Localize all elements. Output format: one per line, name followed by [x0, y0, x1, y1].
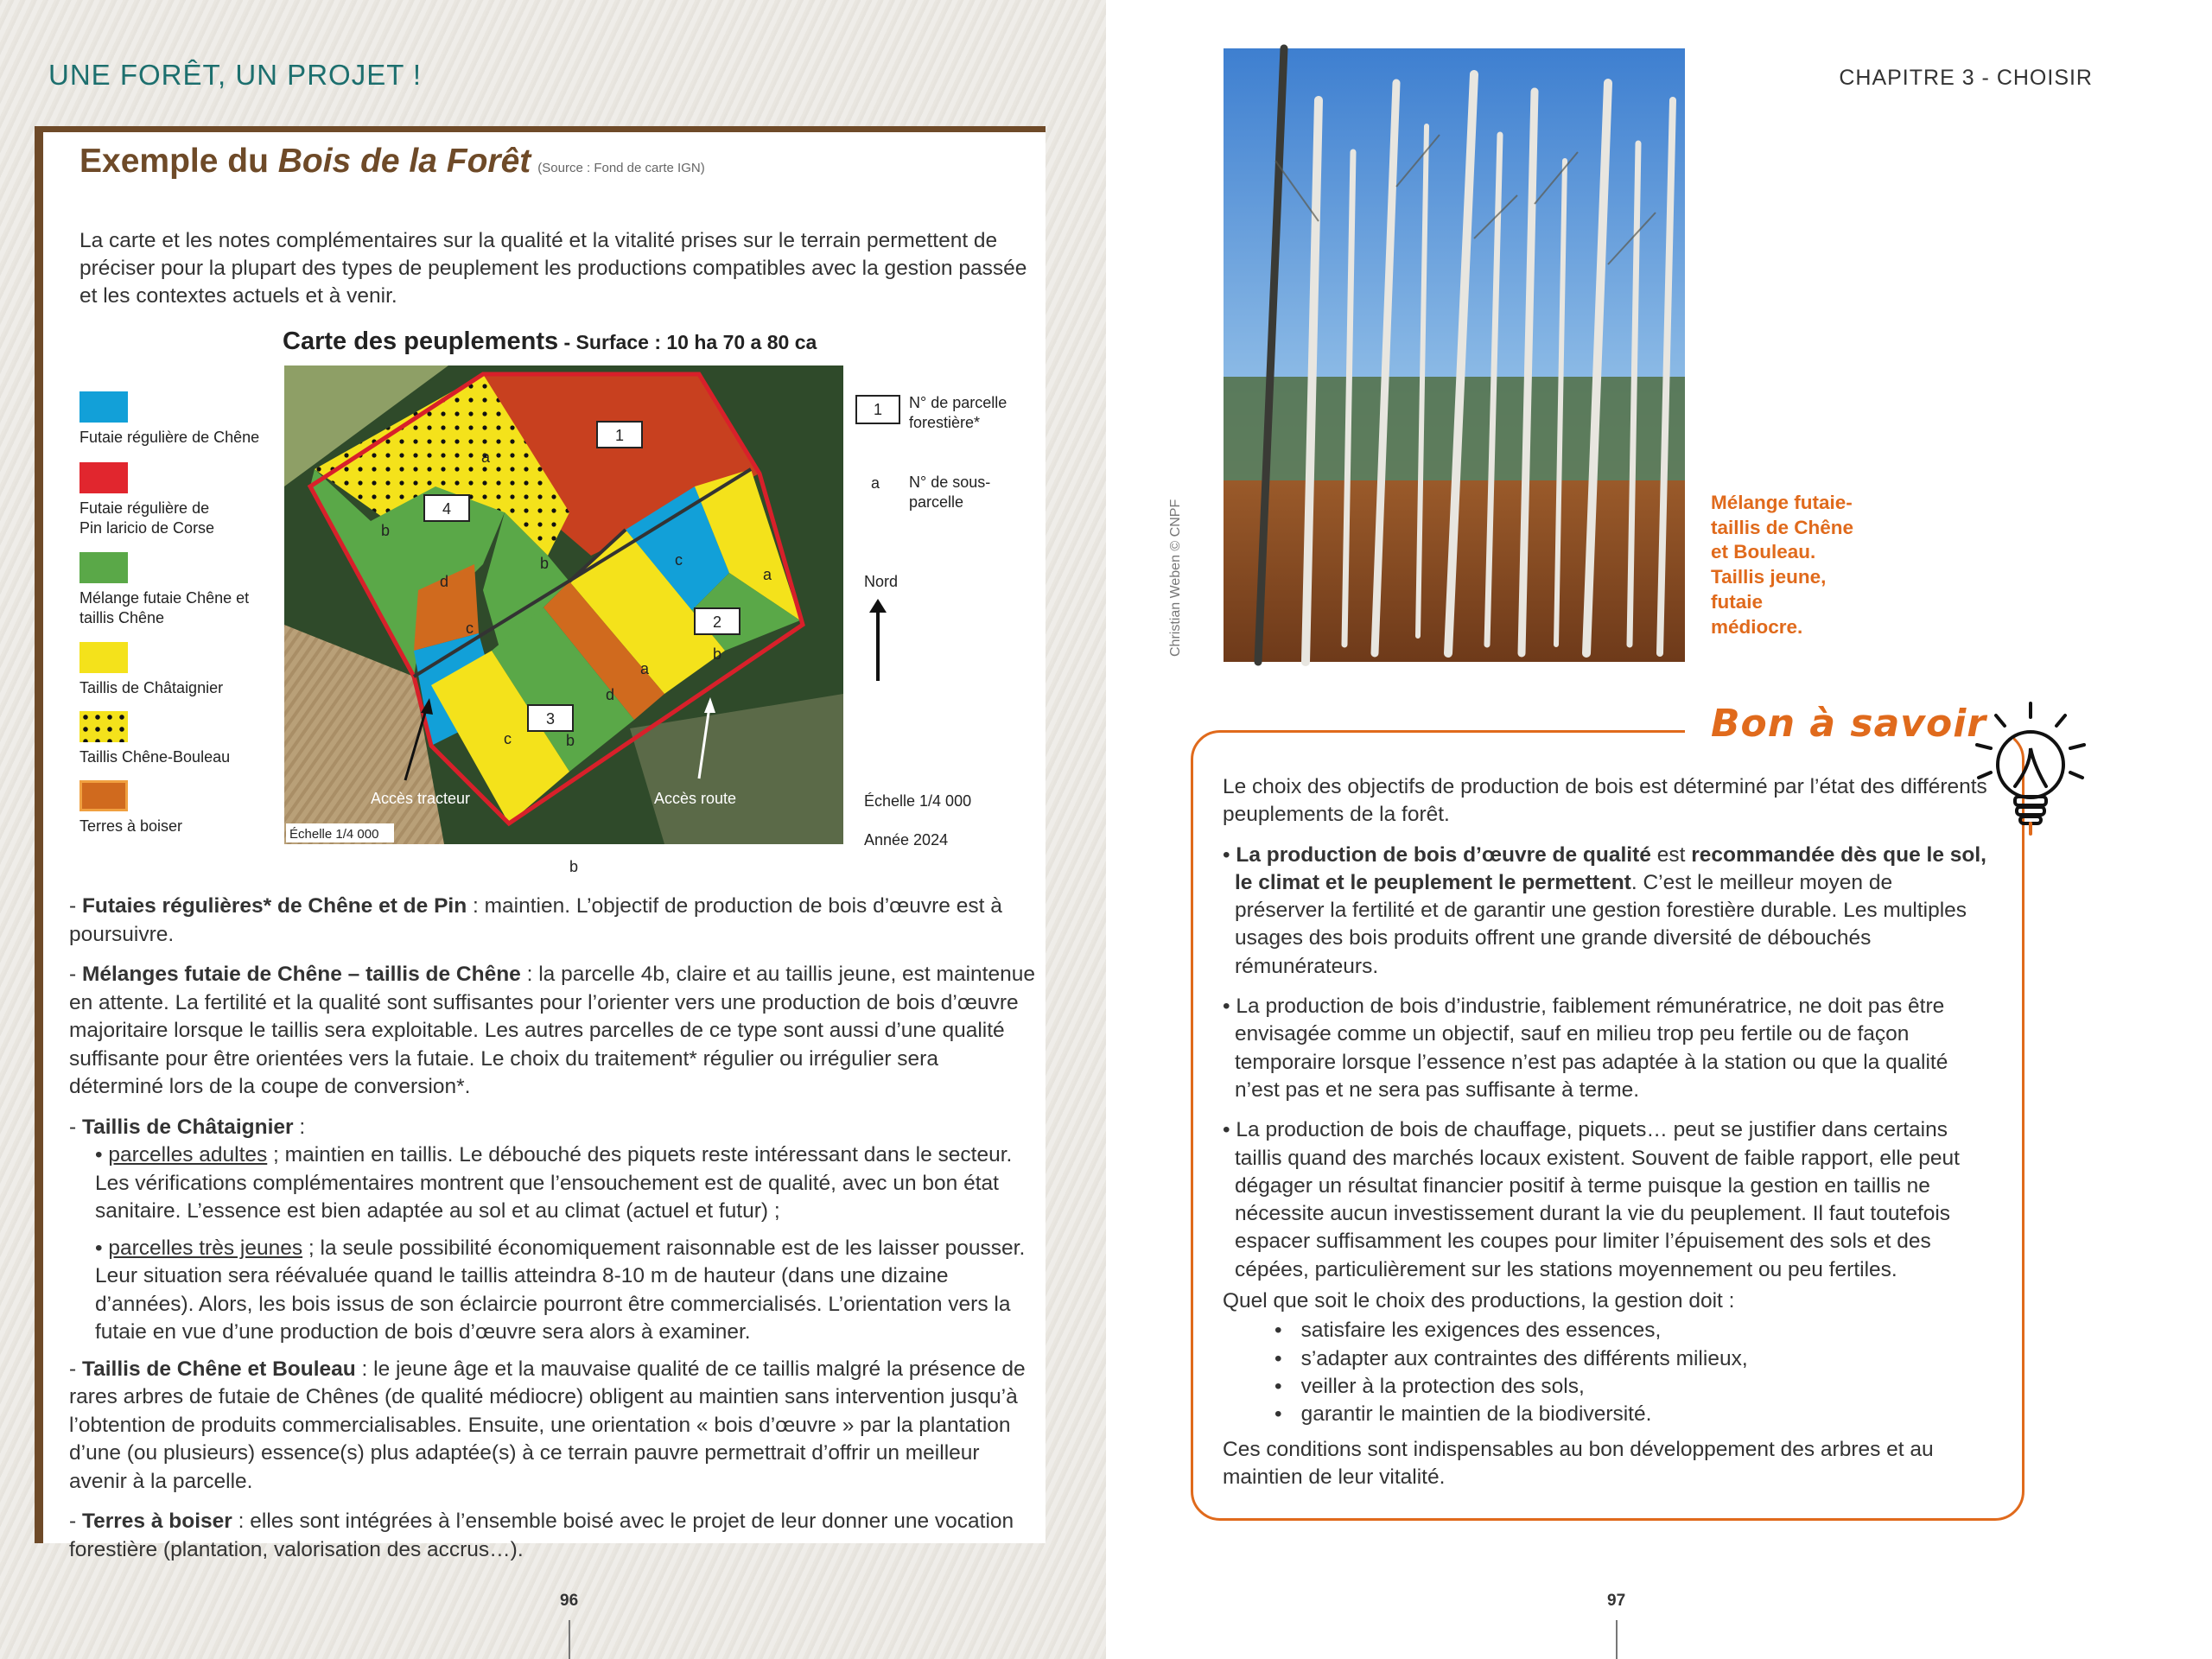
legend-item: [79, 780, 291, 836]
savoir-bold: recommandée dès que le sol, le climat et le peuplement le permettent: [1235, 842, 1986, 894]
section-futaies: - Futaies régulières* de Chêne et de Pin : maintien. L’objectif de production de bois d’œuvre est à poursuivre.: [69, 894, 1002, 946]
list-item: • garantir le maintien de la biodiversité.: [1274, 1401, 1987, 1428]
parcel-number-4: 4: [442, 500, 452, 518]
lightbulb-icon: [1970, 700, 2091, 834]
savoir-mid: est: [1650, 842, 1692, 867]
intro-paragraph: La carte et les notes complémentaires sur la qualité et la vitalité prises sur le terrain permettent de préciser pour la plupart des types de peuplement les productions compatibles avec la gestion passée et les contextes actuels et à venir.: [79, 229, 1027, 308]
photo-credit: Christian Weben © CNPF: [1168, 499, 1183, 657]
legend-label: Mélange futaie Chêne et taillis Chêne: [79, 589, 250, 626]
legend-swatch: [79, 780, 128, 811]
legend-label: Taillis Chêne-Bouleau: [79, 748, 231, 766]
forest-photo: [1224, 48, 1685, 662]
key-scale: Échelle 1/4 000: [864, 792, 972, 810]
stand-recommendations: [69, 893, 1037, 1576]
page-number-left: 96: [560, 1592, 579, 1610]
legend-label: Futaie régulière de Chêne: [79, 429, 260, 446]
subsection-title: parcelles très jeunes: [108, 1236, 303, 1260]
section-title: Mélanges futaie de Chêne – taillis de Chêne: [81, 963, 521, 986]
page-number-right: 97: [1607, 1592, 1626, 1610]
key-sub-letter: a: [871, 474, 880, 492]
savoir-list: [1274, 1317, 1987, 1428]
legend-swatch: [79, 552, 128, 583]
section-title: Terres à boiser: [81, 1510, 232, 1533]
legend-item: [79, 711, 291, 767]
subparcel-letter: d: [440, 573, 449, 590]
bon-a-savoir-title: Bon à savoir: [1711, 702, 1986, 746]
savoir-list-intro: Quel que soit le choix des productions, la gestion doit :: [1223, 1289, 1735, 1313]
subparcel-letter: a: [481, 448, 491, 466]
map-title-main: Carte des peuplements: [283, 327, 559, 355]
page-rule-right: [1616, 1620, 1618, 1659]
section-text: : la parcelle 4b, claire et au taillis jeune, est maintenue en attente. La fertilité et la qualité sont suffisantes pour l’orienter vers une production de bois d’œuvre majoritaire lorsque le taillis sera exploitable. Les autres parcelles de ce type sont aussi d’une qualité suffisante pour être orientées vers la futaie. Le choix du traitement* régulier ou irrégulier sera déterminé lors de la coupe de conversion*.: [69, 963, 1035, 1098]
parcel-number-1: 1: [614, 427, 625, 444]
legend-item: [79, 462, 291, 538]
section-melanges: - Mélanges futaie de Chêne – taillis de Chêne : la parcelle 4b, claire et au taillis jeune, est maintenue en attente. La fertilité et la qualité sont suffisantes pour l’orienter vers une production de bois d’œuvre majoritaire lorsque le taillis sera exploitable. Les autres parcelles de ce type sont aussi d’une qualité suffisante pour être orientées vers la futaie. Le choix du traitement* régulier ou irrégulier sera déterminé lors de la coupe de conversion*.: [69, 963, 1035, 1098]
savoir-text-span: La production de bois d’industrie, faiblement rémunératrice, ne doit pas être envisagée comme un objectif, sauf en milieu trop peu fertile ou de façon temporaire lorsque l’essence n’est pas adaptée à la station ou que la qualité n’est pas et ne sera pas suffisante à terme.: [1235, 995, 1948, 1102]
example-title: [79, 143, 705, 181]
legend-label: Terres à boiser: [79, 817, 183, 835]
legend-swatch: [79, 462, 128, 493]
section-text: : elles sont intégrées à l’ensemble boisé avec le projet de leur donner une vocation forestière (plantation, valorisation des accrus…).: [69, 1510, 1014, 1561]
savoir-outro: Ces conditions sont indispensables au bon développement des arbres et au maintien de leur vitalité.: [1223, 1437, 1934, 1489]
subparcel-letter: b: [381, 522, 391, 539]
subsection-text: ; la seule possibilité économiquement raisonnable est de les laisser pousser. Leur situation sera réévaluée quand le taillis atteindra 8-10 m de hauteur (dans une dizaine d’années). Alors, les bois issus de son éclaircie pourront être commercialisés. L’orientation vers la futaie en vue d’une production de bois d’œuvre sera alors à examiner.: [95, 1236, 1026, 1344]
savoir-bullet-2: • La production de bois d’industrie, faiblement rémunératrice, ne doit pas être envisagée comme un objectif, sauf en milieu trop peu fertile ou de façon temporaire lorsque l’essence n’est pas adaptée à la station ou que la qualité n’est pas et ne sera pas suffisante à terme.: [1223, 995, 1948, 1102]
savoir-bullet-3: • La production de bois de chauffage, piquets… peut se justifier dans certains taillis quand des marchés locaux existent. Souvent de faible rapport, elle peut dégager un résultat financier positif à terme puisque la gestion en taillis ne nécessite aucun investissement durant la vie du peuplement. Il faut toutefois espacer suffisamment les coupes pour limiter l’épuisement des sols et des cépées, particulièrement sur les stations moyennement ou peu fertiles.: [1223, 1118, 1960, 1281]
legend-swatch-dotted: [79, 711, 128, 742]
list-item: • veiller à la protection des sols,: [1274, 1373, 1987, 1401]
list-item: • satisfaire les exigences des essences,: [1274, 1317, 1987, 1344]
legend-item: [79, 642, 291, 698]
north-arrow-icon: [868, 599, 893, 685]
savoir-bold: La production de bois d’œuvre de qualité: [1236, 842, 1651, 867]
section-text: : maintien. L’objectif de production de bois d’œuvre est à poursuivre.: [69, 894, 1002, 946]
savoir-text-span: . C’est le meilleur moyen de préserver la fertilité et de garantir une gestion forestière durable. Les multiples usages des bois produits offrent une grande diversité de débouchés rémunérateurs.: [1235, 870, 1967, 978]
section-title: Taillis de Châtaignier: [81, 1115, 294, 1139]
parcel-number-2: 2: [712, 613, 722, 631]
subparcel-letter: b: [713, 645, 722, 663]
page-rule-left: [569, 1620, 570, 1659]
list-item: • s’adapter aux contraintes des différents milieux,: [1274, 1345, 1987, 1373]
legend-label: Taillis de Châtaignier: [79, 679, 224, 696]
section-text: :: [293, 1115, 306, 1139]
subsection-jeunes: • parcelles très jeunes ; la seule possibilité économiquement raisonnable est de les laisser pousser. Leur situation sera réévaluée quand le taillis atteindra 8-10 m de hauteur (dans une dizaine d’années). Alors, les bois issus de son éclaircie pourront être commercialisés. L’orientation vers la futaie en vue d’une production de bois d’œuvre sera alors à examiner.: [95, 1236, 1026, 1344]
legend-item: [79, 391, 291, 448]
map-title: [283, 327, 817, 356]
legend-item: [79, 552, 291, 628]
subparcel-letter: c: [675, 551, 683, 569]
bon-a-savoir-text: [1223, 773, 1987, 1503]
subparcel-letter: a: [763, 566, 772, 583]
subparcel-letter: d: [606, 686, 615, 703]
title-italic: Bois de la Forêt: [277, 143, 531, 180]
legend-swatch: [79, 642, 128, 673]
savoir-intro: Le choix des objectifs de production de bois est déterminé par l’état des différents peuplements de la forêt.: [1223, 775, 1987, 827]
north-label: Nord: [864, 573, 899, 590]
legend-label: Futaie régulière de Pin laricio de Corse: [79, 499, 215, 537]
key-parcel-box: 1: [855, 395, 900, 424]
running-head-right: CHAPITRE 3 - CHOISIR: [1839, 66, 2093, 90]
map-surface: - Surface : 10 ha 70 a 80 ca: [558, 331, 817, 353]
running-head-left: UNE FORÊT, UN PROJET !: [48, 59, 423, 91]
parcel-number-3: 3: [545, 710, 556, 728]
section-title: Futaies régulières* de Chêne et de Pin: [81, 894, 467, 918]
key-year: Année 2024: [864, 831, 949, 849]
access-road-label: Accès route: [654, 790, 737, 807]
section-chene-bouleau: - Taillis de Chêne et Bouleau : le jeune âge et la mauvaise qualité de ce taillis malgré la présence de rares arbres de futaie de Chênes (de qualité médiocre) obligent au maintien sans intervention jusqu’à l’obtention de produits commercialisables. Ensuite, une orientation « bois d’œuvre » par la plantation d’une (ou plusieurs) essence(s) plus adaptée(s) à ce terrain pauvre permettrait d’offrir un meilleur avenir à la parcelle.: [69, 1357, 1026, 1493]
stand-map: [284, 365, 843, 875]
savoir-bullet-1: • La production de bois d’œuvre de qualité est recommandée dès que le sol, le climat et le peuplement le permettent. C’est le meilleur moyen de préserver la fertilité et de garantir une gestion forestière durable. Les multiples usages des bois produits offrent une grande diversité de débouchés rémunérateurs.: [1223, 842, 1986, 978]
key-north: [864, 573, 898, 591]
subsection-text: ; maintien en taillis. Le débouché des piquets reste intéressant dans le secteur. Les vérifications complémentaires montrent que l’ensouchement est de qualité, avec un bon état sanitaire. L’essence est bien adaptée au sol et au climat (actuel et futur) ;: [95, 1143, 1013, 1223]
section-chataignier: - Taillis de Châtaignier :: [69, 1115, 306, 1139]
right-page: [1106, 0, 2212, 1659]
photo-caption: Mélange futaie-taillis de Chêne et Bouleau. Taillis jeune, futaie médiocre.: [1711, 492, 1854, 638]
legend-swatch: [79, 391, 128, 423]
access-tractor-label: Accès tracteur: [371, 790, 471, 807]
stand-map-svg: [284, 365, 843, 875]
subsection-title: parcelles adultes: [108, 1143, 268, 1166]
section-terres: - Terres à boiser : elles sont intégrées à l’ensemble boisé avec le projet de leur donner une vocation forestière (plantation, valorisation des accrus…).: [69, 1510, 1014, 1561]
title-prefix: Exemple du: [79, 143, 278, 180]
example-box: [35, 126, 1046, 1561]
savoir-text-span: La production de bois de chauffage, piquets… peut se justifier dans certains taillis quand des marchés locaux existent. Souvent de faible rapport, elle peut dégager un résultat financier positif à terme puisque la gestion en taillis ne nécessite aucun investissement durant la vie du peuplement. Il faut toutefois espacer suffisamment les coupes pour limiter l’épuisement des sols et des cépées, particulièrement sur les stations moyennement ou peu fertiles.: [1235, 1118, 1960, 1281]
subparcel-letter: b: [569, 858, 579, 875]
subparcel-letter: b: [540, 555, 550, 572]
scale-inset: Échelle 1/4 000: [289, 827, 379, 842]
title-source: (Source : Fond de carte IGN): [537, 161, 705, 175]
subparcel-letter: c: [466, 620, 474, 637]
subparcel-letter: a: [640, 660, 650, 677]
key-sub-label: N° de sous-parcelle: [909, 474, 991, 511]
subparcel-letter: b: [566, 732, 575, 749]
subsection-adultes: • parcelles adultes ; maintien en taillis. Le débouché des piquets reste intéressant dans le secteur. Les vérifications complémentaires montrent que l’ensouchement est de qualité, avec un bon état sanitaire. L’essence est bien adaptée au sol et au climat (actuel et futur) ;: [95, 1143, 1013, 1223]
key-parcel-label: N° de parcelle forestière*: [909, 394, 1007, 431]
key-parcel: [855, 394, 1054, 431]
section-text: : le jeune âge et la mauvaise qualité de ce taillis malgré la présence de rares arbres de futaie de Chênes (de qualité médiocre) obligent au maintien sans intervention jusqu’à l’obtention de produits commercialisables. Ensuite, une orientation « bois d’œuvre » par la plantation d’une (ou plusieurs) essence(s) plus adaptée(s) à ce terrain pauvre permettrait d’offrir un meilleur avenir à la parcelle.: [69, 1357, 1026, 1493]
section-title: Taillis de Chêne et Bouleau: [81, 1357, 356, 1381]
subparcel-letter: c: [504, 730, 512, 747]
